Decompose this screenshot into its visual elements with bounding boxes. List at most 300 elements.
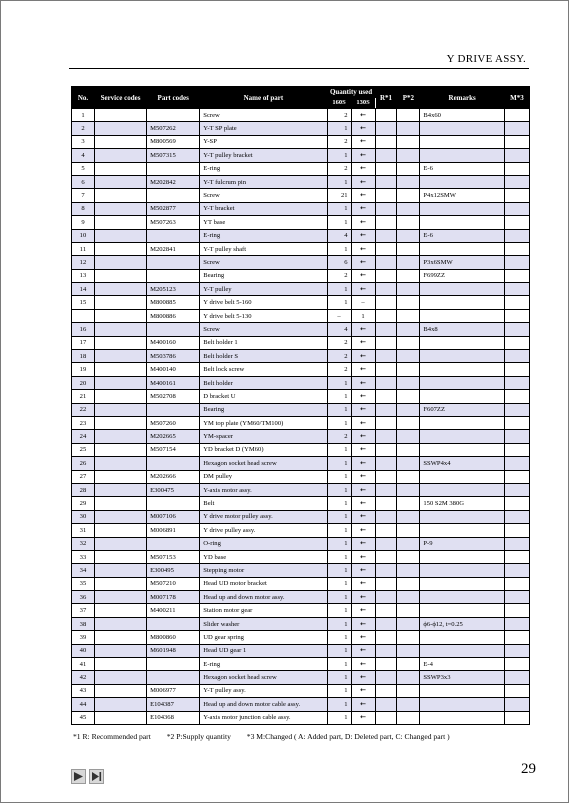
row-qty-130s: ←	[351, 336, 375, 349]
row-qty-130s: ←	[351, 483, 375, 496]
row-part-code: M400161	[147, 376, 200, 389]
row-remarks: E-4	[420, 658, 505, 671]
row-part-code: M507315	[147, 149, 200, 162]
row-qty-130s: ←	[351, 122, 375, 135]
row-no: 19	[72, 363, 95, 376]
row-qty-130s: ←	[351, 470, 375, 483]
row-qty-160s: 1	[327, 376, 351, 389]
row-qty-160s: 1	[327, 296, 351, 309]
row-remarks: F607ZZ	[420, 403, 505, 416]
row-part-code: M205123	[147, 283, 200, 296]
row-part-code: M507153	[147, 550, 200, 563]
table-row	[72, 229, 530, 242]
row-p	[397, 658, 420, 671]
row-qty-130s: ←	[351, 430, 375, 443]
next-icon	[91, 771, 102, 782]
section-title: Y DRIVE ASSY.	[446, 53, 526, 65]
row-service-code	[94, 269, 146, 282]
row-part-code: M507210	[147, 577, 200, 590]
table-row	[72, 537, 530, 550]
row-service-code	[94, 577, 146, 590]
row-qty-160s: 1	[327, 537, 351, 550]
play-button[interactable]	[71, 769, 86, 784]
row-no: 10	[72, 229, 95, 242]
row-no: 31	[72, 524, 95, 537]
table-row	[72, 256, 530, 269]
row-p	[397, 363, 420, 376]
row-part-name: Head up and down motor assy.	[200, 591, 327, 604]
row-m	[504, 216, 529, 229]
row-part-code: M502708	[147, 390, 200, 403]
row-p	[397, 577, 420, 590]
row-service-code	[94, 684, 146, 697]
row-service-code	[94, 510, 146, 523]
row-r	[375, 135, 397, 148]
row-r	[375, 216, 397, 229]
row-part-code: E300495	[147, 564, 200, 577]
table-row	[72, 189, 530, 202]
table-row	[72, 309, 530, 322]
row-part-name: Station motor gear	[200, 604, 327, 617]
row-r	[375, 483, 397, 496]
row-part-code: M507154	[147, 443, 200, 456]
table-row	[72, 363, 530, 376]
row-no: 17	[72, 336, 95, 349]
row-qty-160s: 2	[327, 430, 351, 443]
row-p	[397, 617, 420, 630]
row-qty-160s: –	[327, 309, 351, 322]
table-row	[72, 135, 530, 148]
row-part-code	[147, 537, 200, 550]
row-m	[504, 363, 529, 376]
row-service-code	[94, 309, 146, 322]
row-p	[397, 149, 420, 162]
table-row	[72, 202, 530, 215]
row-part-code: M007178	[147, 591, 200, 604]
row-part-code	[147, 617, 200, 630]
row-m	[504, 122, 529, 135]
table-row	[72, 149, 530, 162]
row-remarks	[420, 296, 505, 309]
table-row	[72, 122, 530, 135]
row-qty-160s: 2	[327, 269, 351, 282]
row-qty-130s: ←	[351, 604, 375, 617]
row-part-code: M400211	[147, 604, 200, 617]
row-qty-130s: ←	[351, 644, 375, 657]
row-no	[72, 309, 95, 322]
row-qty-160s: 2	[327, 336, 351, 349]
row-part-code: M202842	[147, 175, 200, 188]
row-service-code	[94, 376, 146, 389]
row-qty-130s: ←	[351, 617, 375, 630]
row-r	[375, 283, 397, 296]
row-m	[504, 658, 529, 671]
row-qty-130s: ←	[351, 350, 375, 363]
row-part-code: M202841	[147, 242, 200, 255]
table-row	[72, 283, 530, 296]
row-no: 23	[72, 416, 95, 429]
row-service-code	[94, 537, 146, 550]
row-r	[375, 189, 397, 202]
row-p	[397, 550, 420, 563]
row-part-code: M502877	[147, 202, 200, 215]
row-r	[375, 711, 397, 724]
row-part-name: Screw	[200, 323, 327, 336]
row-service-code	[94, 149, 146, 162]
row-no: 16	[72, 323, 95, 336]
row-qty-130s: ←	[351, 537, 375, 550]
row-part-name: E-ring	[200, 162, 327, 175]
row-no: 2	[72, 122, 95, 135]
row-part-name: Head up and down motor cable assy.	[200, 698, 327, 711]
row-r	[375, 470, 397, 483]
row-p	[397, 269, 420, 282]
row-service-code	[94, 350, 146, 363]
row-qty-160s: 21	[327, 189, 351, 202]
row-remarks	[420, 122, 505, 135]
row-service-code	[94, 202, 146, 215]
row-p	[397, 537, 420, 550]
row-qty-160s: 1	[327, 631, 351, 644]
row-p	[397, 175, 420, 188]
row-service-code	[94, 658, 146, 671]
row-qty-130s: ←	[351, 109, 375, 122]
row-qty-160s: 1	[327, 671, 351, 684]
row-service-code	[94, 524, 146, 537]
row-qty-130s: ←	[351, 577, 375, 590]
row-r	[375, 537, 397, 550]
row-p	[397, 162, 420, 175]
row-m	[504, 376, 529, 389]
row-service-code	[94, 122, 146, 135]
col-160s-header: 160S	[327, 98, 351, 109]
row-no: 5	[72, 162, 95, 175]
row-m	[504, 390, 529, 403]
row-m	[504, 296, 529, 309]
row-m	[504, 470, 529, 483]
row-no: 39	[72, 631, 95, 644]
row-part-code: M006891	[147, 524, 200, 537]
row-qty-130s: ←	[351, 550, 375, 563]
row-qty-130s: ←	[351, 216, 375, 229]
row-p	[397, 229, 420, 242]
row-part-name: Y drive motor pulley assy.	[200, 510, 327, 523]
row-no: 7	[72, 189, 95, 202]
row-r	[375, 497, 397, 510]
table-row	[72, 403, 530, 416]
row-p	[397, 416, 420, 429]
row-p	[397, 524, 420, 537]
row-p	[397, 684, 420, 697]
row-qty-160s: 1	[327, 283, 351, 296]
row-no: 6	[72, 175, 95, 188]
row-part-name: Y-T fulcrum pin	[200, 175, 327, 188]
row-no: 42	[72, 671, 95, 684]
row-no: 32	[72, 537, 95, 550]
row-part-code: M507262	[147, 122, 200, 135]
row-part-name: YT base	[200, 216, 327, 229]
row-p	[397, 698, 420, 711]
row-qty-160s: 1	[327, 658, 351, 671]
row-qty-130s: ←	[351, 376, 375, 389]
row-r	[375, 229, 397, 242]
row-remarks	[420, 216, 505, 229]
table-row	[72, 162, 530, 175]
row-part-name: YD base	[200, 550, 327, 563]
row-m	[504, 189, 529, 202]
row-qty-160s: 1	[327, 443, 351, 456]
row-qty-130s: 1	[351, 309, 375, 322]
row-m	[504, 309, 529, 322]
row-qty-130s: ←	[351, 189, 375, 202]
row-no: 28	[72, 483, 95, 496]
row-qty-160s: 1	[327, 416, 351, 429]
table-row	[72, 242, 530, 255]
table-row	[72, 564, 530, 577]
row-qty-160s: 1	[327, 202, 351, 215]
row-qty-160s: 1	[327, 684, 351, 697]
row-no: 35	[72, 577, 95, 590]
next-page-button[interactable]	[89, 769, 104, 784]
row-part-code: E300475	[147, 483, 200, 496]
row-part-name: Y-T pulley assy.	[200, 684, 327, 697]
row-qty-160s: 1	[327, 483, 351, 496]
row-r	[375, 269, 397, 282]
row-r	[375, 242, 397, 255]
row-no: 43	[72, 684, 95, 697]
row-remarks	[420, 698, 505, 711]
row-part-name: Screw	[200, 109, 327, 122]
footnote-changed: *3 M:Changed ( A: Added part, D: Deleted part, C: Changed part )	[246, 732, 450, 741]
row-part-code: M400140	[147, 363, 200, 376]
row-qty-130s: ←	[351, 443, 375, 456]
row-m	[504, 175, 529, 188]
row-m	[504, 684, 529, 697]
row-qty-130s: ←	[351, 269, 375, 282]
row-r	[375, 162, 397, 175]
row-p	[397, 323, 420, 336]
col-name-of-part-header: Name of part	[200, 87, 327, 109]
table-row	[72, 631, 530, 644]
row-qty-130s: ←	[351, 684, 375, 697]
table-row	[72, 671, 530, 684]
row-part-name: Y-axis motor junction cable assy.	[200, 711, 327, 724]
row-qty-130s: ←	[351, 510, 375, 523]
row-remarks: P3x6SMW	[420, 256, 505, 269]
row-service-code	[94, 403, 146, 416]
row-part-name: DM pulley	[200, 470, 327, 483]
table-row	[72, 698, 530, 711]
row-qty-130s: –	[351, 296, 375, 309]
col-130s-header: 130S	[351, 98, 375, 109]
row-part-code: M507260	[147, 416, 200, 429]
row-remarks	[420, 416, 505, 429]
row-part-name: O-ring	[200, 537, 327, 550]
row-remarks: P4x12SMW	[420, 189, 505, 202]
row-qty-160s: 1	[327, 175, 351, 188]
row-qty-130s: ←	[351, 202, 375, 215]
row-no: 3	[72, 135, 95, 148]
row-m	[504, 457, 529, 470]
row-no: 18	[72, 350, 95, 363]
row-m	[504, 644, 529, 657]
row-part-code: M202665	[147, 430, 200, 443]
row-remarks	[420, 336, 505, 349]
row-service-code	[94, 483, 146, 496]
row-no: 38	[72, 617, 95, 630]
row-p	[397, 671, 420, 684]
row-qty-160s: 2	[327, 162, 351, 175]
row-service-code	[94, 470, 146, 483]
row-remarks: P-9	[420, 537, 505, 550]
row-part-code: M007106	[147, 510, 200, 523]
row-qty-130s: ←	[351, 162, 375, 175]
row-part-name: Y drive belt 5-160	[200, 296, 327, 309]
row-qty-130s: ←	[351, 242, 375, 255]
page-navigation	[71, 769, 104, 784]
row-remarks	[420, 390, 505, 403]
table-row	[72, 658, 530, 671]
row-qty-130s: ←	[351, 497, 375, 510]
table-row	[72, 470, 530, 483]
row-remarks	[420, 510, 505, 523]
row-m	[504, 671, 529, 684]
row-remarks	[420, 564, 505, 577]
table-row	[72, 390, 530, 403]
table-row	[72, 604, 530, 617]
row-r	[375, 577, 397, 590]
row-m	[504, 443, 529, 456]
row-m	[504, 149, 529, 162]
row-no: 20	[72, 376, 95, 389]
row-r	[375, 149, 397, 162]
row-r	[375, 416, 397, 429]
row-part-code	[147, 457, 200, 470]
row-part-name: D bracket U	[200, 390, 327, 403]
row-remarks	[420, 309, 505, 322]
row-part-code	[147, 671, 200, 684]
row-service-code	[94, 550, 146, 563]
row-r	[375, 336, 397, 349]
row-p	[397, 483, 420, 496]
row-part-name: Bearing	[200, 403, 327, 416]
row-remarks	[420, 711, 505, 724]
row-p	[397, 283, 420, 296]
row-remarks: 150 S2M 380G	[420, 497, 505, 510]
row-part-code: M006977	[147, 684, 200, 697]
row-no: 30	[72, 510, 95, 523]
row-qty-130s: ←	[351, 631, 375, 644]
row-p	[397, 390, 420, 403]
row-part-name: Belt lock screw	[200, 363, 327, 376]
row-p	[397, 135, 420, 148]
col-part-codes-header: Part codes	[147, 87, 200, 109]
row-p	[397, 189, 420, 202]
row-qty-130s: ←	[351, 564, 375, 577]
table-row	[72, 644, 530, 657]
row-r	[375, 604, 397, 617]
table-row	[72, 457, 530, 470]
row-service-code	[94, 631, 146, 644]
row-part-name: E-ring	[200, 658, 327, 671]
row-part-name: YM-spacer	[200, 430, 327, 443]
row-part-name: Y-T bracket	[200, 202, 327, 215]
row-p	[397, 470, 420, 483]
row-part-name: Screw	[200, 189, 327, 202]
col-remarks-header: Remarks	[420, 87, 505, 109]
row-remarks	[420, 443, 505, 456]
table-row	[72, 336, 530, 349]
row-m	[504, 604, 529, 617]
row-part-name: Belt holder S	[200, 350, 327, 363]
row-r	[375, 550, 397, 563]
row-qty-130s: ←	[351, 671, 375, 684]
row-r	[375, 390, 397, 403]
row-remarks	[420, 242, 505, 255]
row-remarks	[420, 135, 505, 148]
table-row	[72, 684, 530, 697]
table-header-row	[72, 87, 530, 98]
row-m	[504, 350, 529, 363]
row-remarks: SSWP3x3	[420, 671, 505, 684]
row-service-code	[94, 323, 146, 336]
row-m	[504, 403, 529, 416]
row-m	[504, 229, 529, 242]
row-remarks: B4x8	[420, 323, 505, 336]
row-p	[397, 336, 420, 349]
row-service-code	[94, 390, 146, 403]
row-r	[375, 591, 397, 604]
row-part-name: Y-T pulley bracket	[200, 149, 327, 162]
row-part-code	[147, 229, 200, 242]
row-m	[504, 524, 529, 537]
row-remarks	[420, 376, 505, 389]
row-m	[504, 617, 529, 630]
row-part-name: Slider washer	[200, 617, 327, 630]
row-p	[397, 711, 420, 724]
row-m	[504, 135, 529, 148]
row-service-code	[94, 497, 146, 510]
footnote-supply: *2 P:Supply quantity	[166, 732, 231, 741]
row-service-code	[94, 591, 146, 604]
table-row	[72, 497, 530, 510]
row-p	[397, 309, 420, 322]
row-r	[375, 658, 397, 671]
col-p-header: P*2	[397, 87, 420, 109]
parts-table	[71, 86, 530, 725]
row-remarks	[420, 550, 505, 563]
row-remarks	[420, 283, 505, 296]
row-p	[397, 109, 420, 122]
table-row	[72, 376, 530, 389]
row-qty-130s: ←	[351, 390, 375, 403]
row-m	[504, 256, 529, 269]
row-m	[504, 577, 529, 590]
row-remarks	[420, 202, 505, 215]
row-qty-130s: ←	[351, 658, 375, 671]
row-qty-130s: ←	[351, 149, 375, 162]
row-r	[375, 684, 397, 697]
row-qty-130s: ←	[351, 698, 375, 711]
row-service-code	[94, 283, 146, 296]
row-part-name: Stepping motor	[200, 564, 327, 577]
row-m	[504, 550, 529, 563]
row-no: 1	[72, 109, 95, 122]
row-qty-130s: ←	[351, 283, 375, 296]
row-qty-160s: 2	[327, 109, 351, 122]
row-r	[375, 457, 397, 470]
row-r	[375, 376, 397, 389]
